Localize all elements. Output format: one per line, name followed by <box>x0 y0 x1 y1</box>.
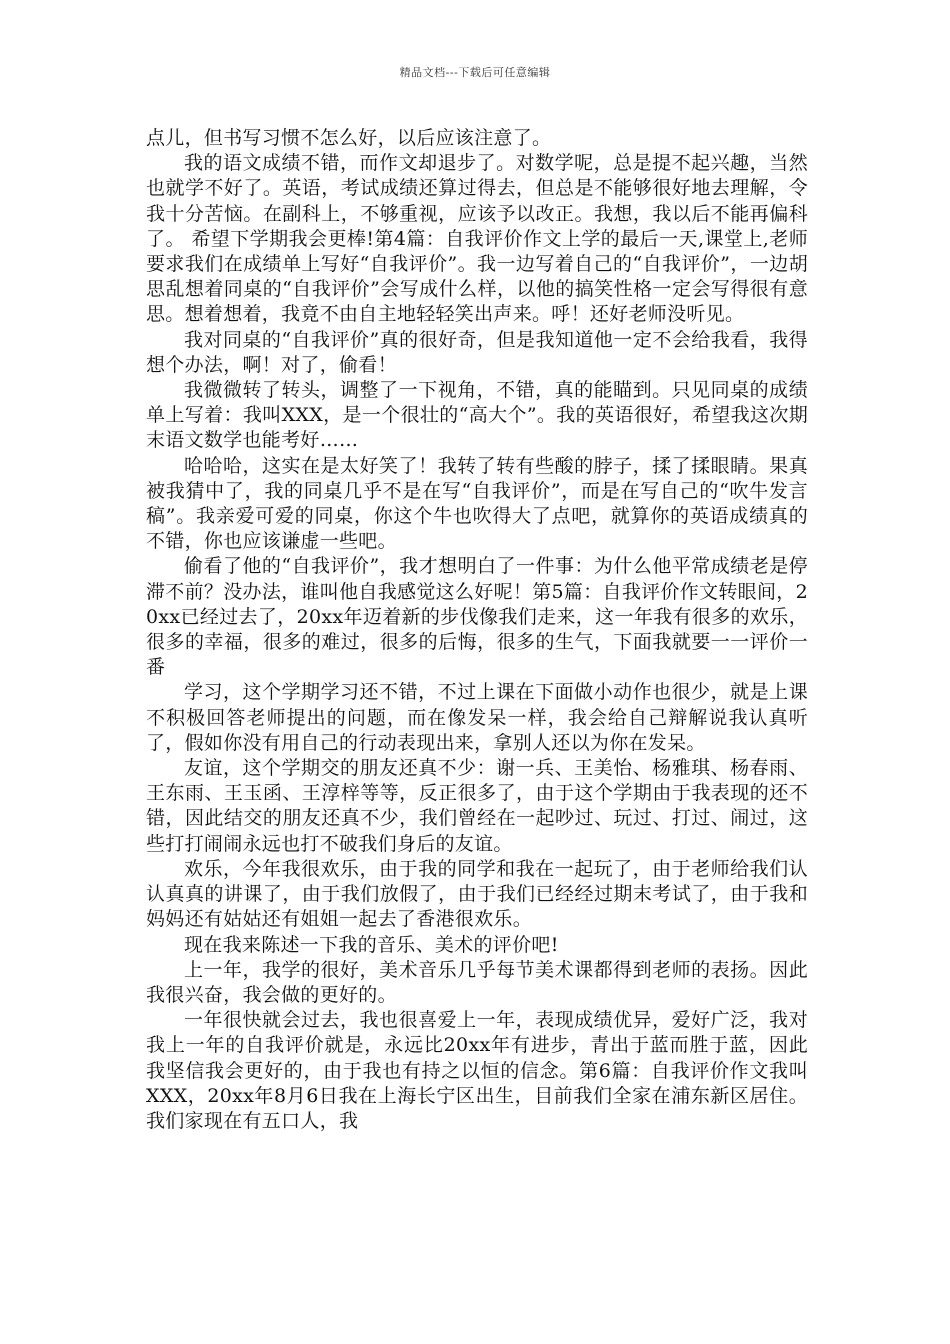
paragraph: 我对同桌的“自我评价”真的很好奇，但是我知道他一定不会给我看，我得想个办法，啊！对了，偷看！ <box>146 328 808 376</box>
paragraph-continuation: 点儿，但书写习惯不怎么好，以后应该注意了。 <box>146 127 552 149</box>
paragraph: 学习，这个学期学习还不错，不过上课在下面做小动作也很少，就是上课不积极回答老师提出的问题，而在像发呆一样，我会给自己辩解说我认真听了，假如你没有用自己的行动表现出来，拿别人还以为你在发呆。 <box>146 681 808 754</box>
paragraph: 我微微转了转头，调整了一下视角，不错，真的能瞄到。只见同桌的成绩单上写着：我叫XXX，是一个很壮的“高大个”。我的英语很好，希望我这次期末语文数学也能考好…… <box>146 379 808 452</box>
paragraph: 哈哈哈，这实在是太好笑了！我转了转有些酸的脖子，揉了揉眼睛。果真被我猜中了，我的同桌几乎不是在写“自我评价”，而是在写自己的“吹牛发言稿”。我亲爱可爱的同桌，你这个牛也吹得大了点吧，就算你的英语成绩真的不错，你也应该谦虚一些吧。 <box>146 454 808 553</box>
paragraph: 友谊，这个学期交的朋友还真不少：谢一兵、王美怡、杨雅琪、杨春雨、王东雨、王玉函、王淳梓等等，反正很多了，由于这个学期由于我表现的还不错，因此结交的朋友还真不少，我们曾经在一起吵过、玩过、打过、闹过，这些打打闹闹永远也打不破我们身后的友谊。 <box>146 757 808 855</box>
paragraph: 我的语文成绩不错，而作文却退步了。对数学呢，总是提不起兴趣，当然也就学不好了。英语，考试成绩还算过得去，但总是不能够很好地去理解，令我十分苦恼。在副科上，不够重视，应该予以改正。我想，我以后不能再偏科了。 希望下学期我会更棒!第4篇：自我评价作文上学的最后一天,课堂上,老师要求我们在成绩单上写好“自我评价”。我一边写着自己的“自我评价”，一边胡思乱想着同桌的“自我评价”会写成什么样，以他的搞笑性格一定会写得很有意思。想着想着，我竟不由自主地轻轻笑出声来。呼！还好老师没听见。 <box>146 152 808 326</box>
page-header: 精品文档---下载后可任意编辑 <box>399 66 551 79</box>
paragraph: 欢乐，今年我很欢乐，由于我的同学和我在一起玩了，由于老师给我们认认真真的讲课了，由于我们放假了，由于我们已经经过期末考试了，由于我和妈妈还有姑姑还有姐姐一起去了香港很欢乐。 <box>146 857 808 931</box>
paragraph: 现在我来陈述一下我的音乐、美术的评价吧! <box>184 933 559 956</box>
paragraph: 偷看了他的“自我评价”，我才想明白了一件事：为什么他平常成绩老是停滞不前？没办法，谁叫他自我感觉这么好呢！第5篇：自我评价作文转眼间，20xx已经过去了，20xx年迈着新的步伐像我们走来，这一年我有很多的欢乐，很多的幸福，很多的难过，很多的后悔，很多的生气，下面我就要一一评价一番 <box>146 555 808 679</box>
document-body <box>146 126 808 1134</box>
paragraph: 一年很快就会过去，我也很喜爱上一年，表现成绩优异，爱好广泛，我对我上一年的自我评价就是，永远比20xx年有进步，青出于蓝而胜于蓝，因此我坚信我会更好的，由于我也有持之以恒的信念。第6篇：自我评价作文我叫XXX，20xx年8月6日我在上海长宁区出生，目前我们全家在浦东新区居住。我们家现在有五口人，我 <box>146 1009 808 1132</box>
paragraph: 上一年，我学的很好，美术音乐几乎每节美术课都得到老师的表扬。因此我很兴奋，我会做的更好的。 <box>146 958 808 1006</box>
